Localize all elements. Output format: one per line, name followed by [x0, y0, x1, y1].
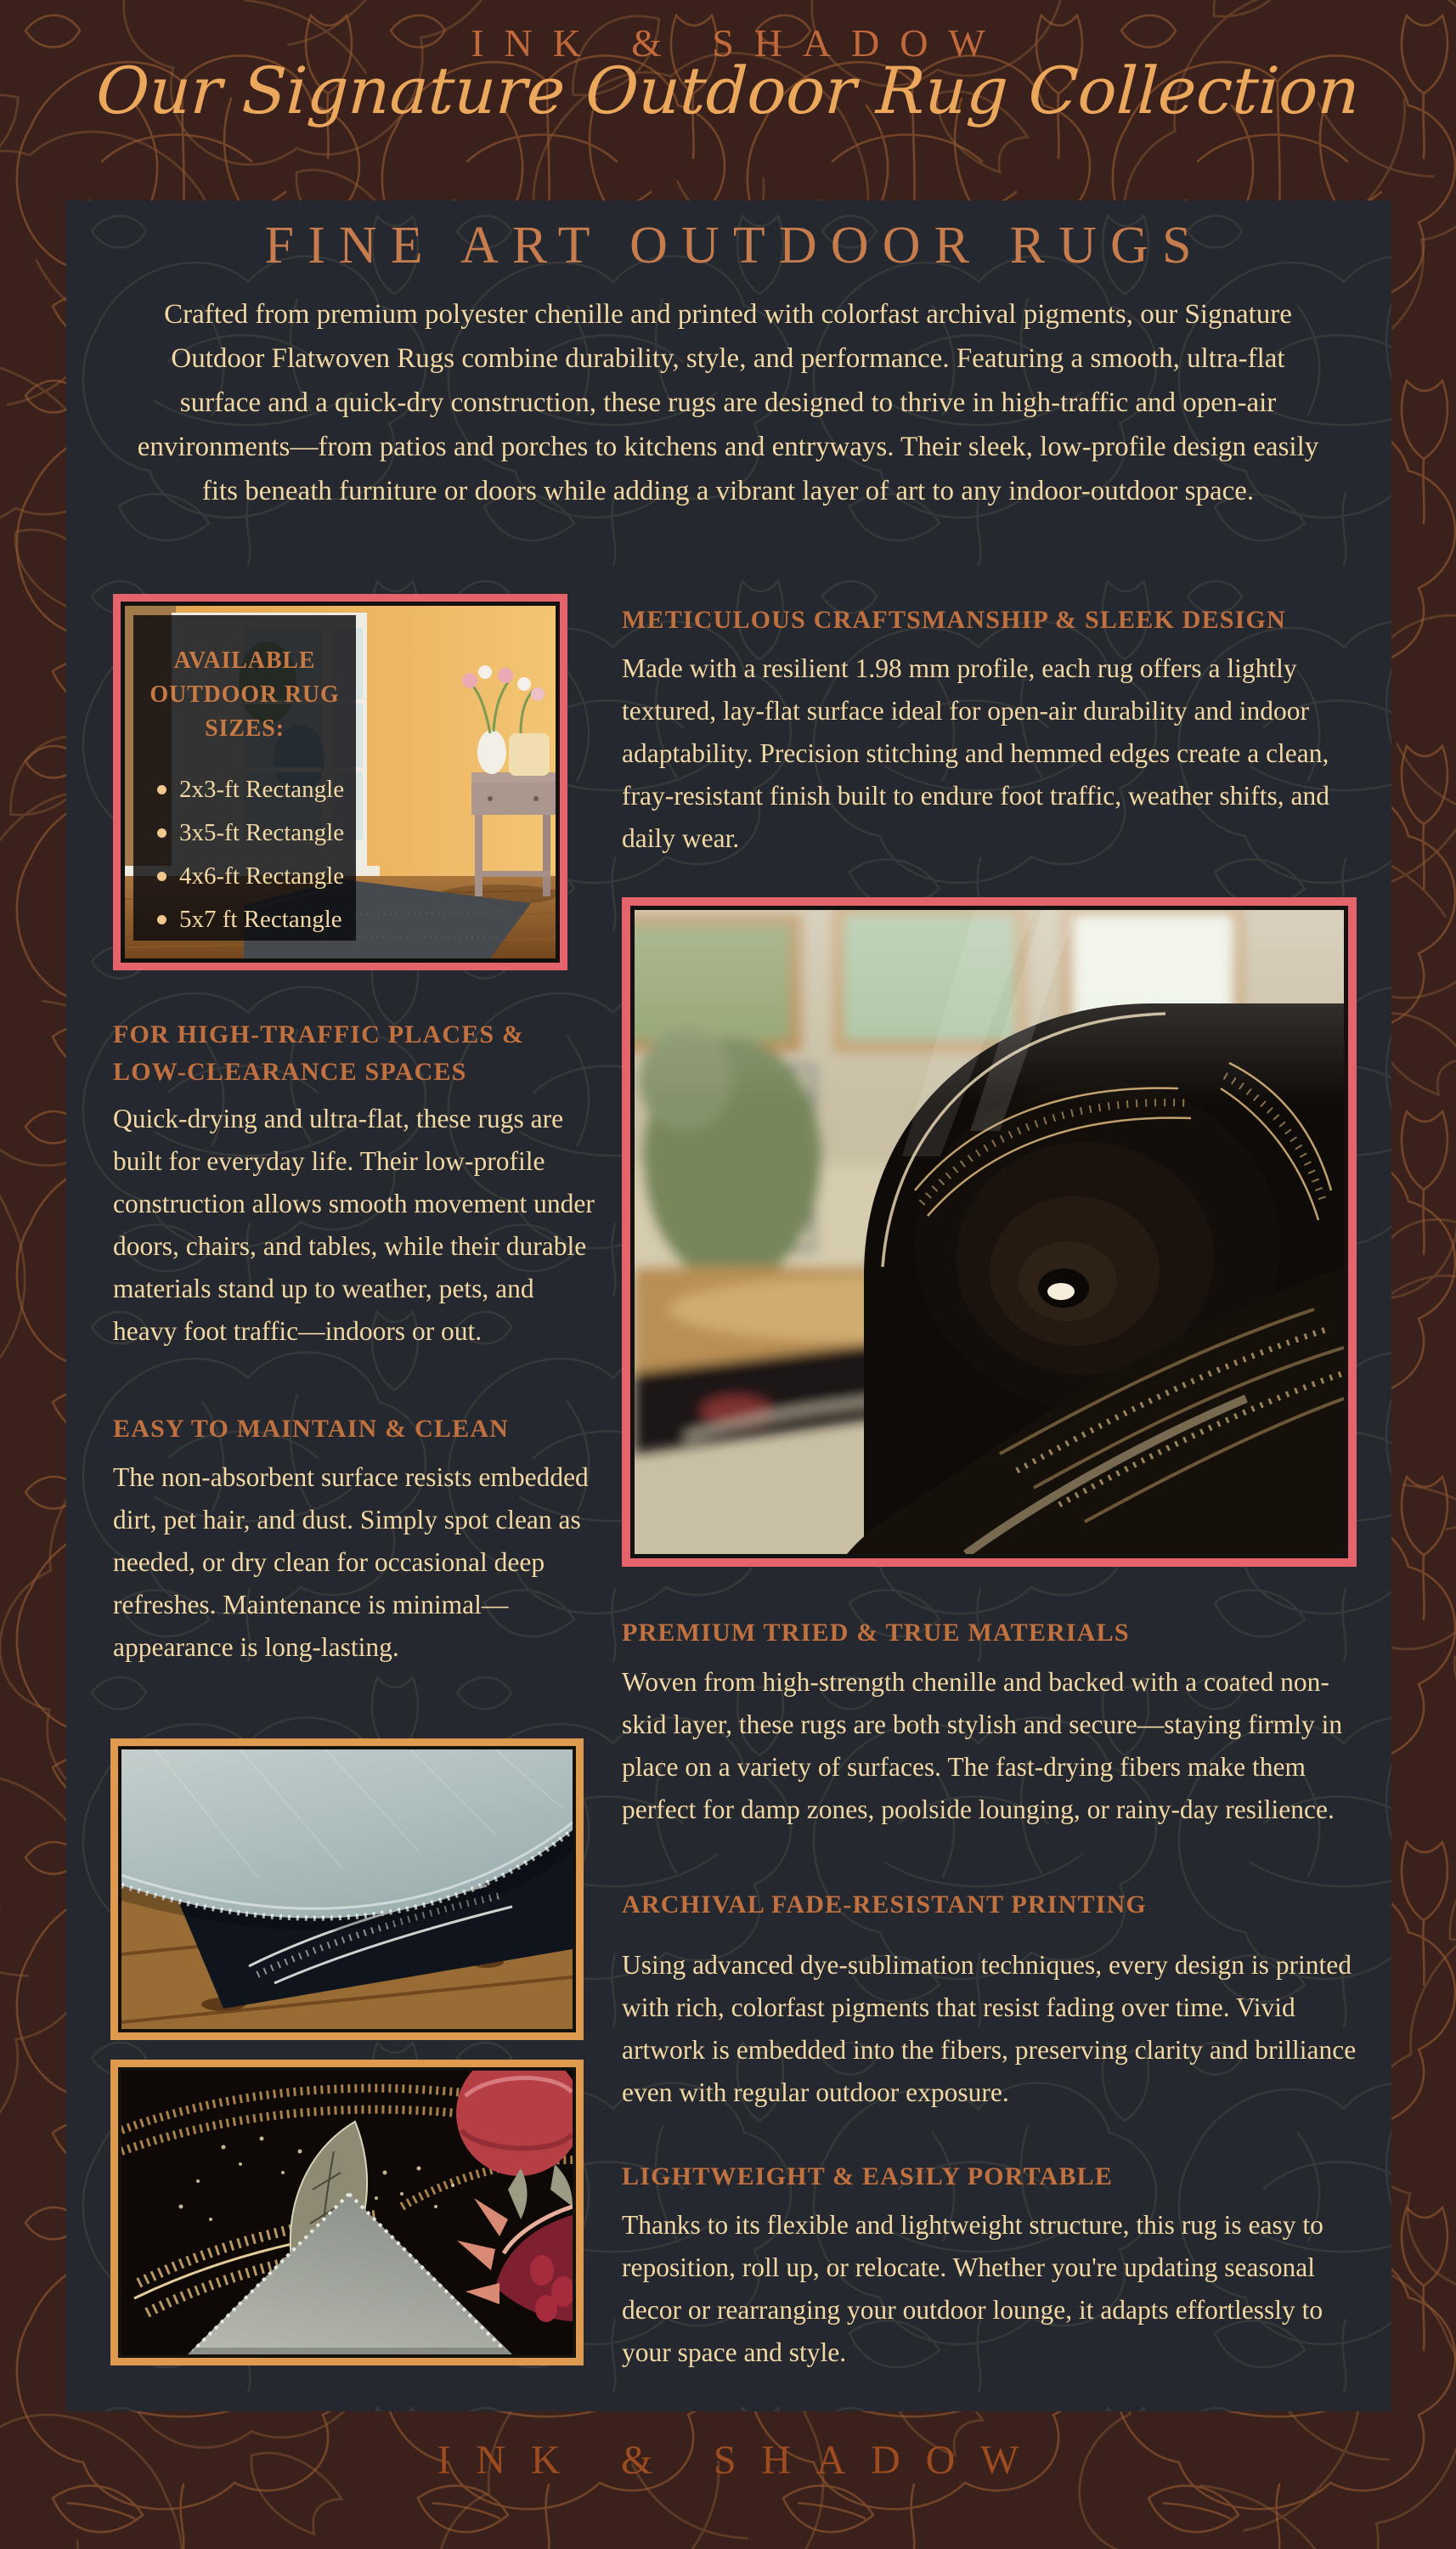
section-lightweight-heading: LIGHTWEIGHT & EASILY PORTABLE [622, 2162, 1114, 2190]
size-item: 5x7 ft Rectangle [157, 898, 356, 941]
size-item: 3x5-ft Rectangle [157, 811, 356, 855]
brand-tagline: Our Signature Outdoor Rug Collection [94, 53, 1362, 128]
intro-paragraph: Crafted from premium polyester chenille and printed with colorfast archival pigments, our Signature Outdoor Flatwoven Rugs combine durability, style, and performance. Featuring a smooth, ultra-flat surface and a quick-dry construction, these rugs are designed to thrive in high-traffic and open-air environments—from patios and porches to kitchens and entryways. Their sleek, low-profile design easily fits beneath furniture or doors while adding a vibrant layer of art to any indoor-outdoor space. [137, 299, 1319, 506]
brand-wordmark: INK & SHADOW [471, 21, 1006, 65]
section-archival-printing-heading: ARCHIVAL FADE-RESISTANT PRINTING [622, 1891, 1147, 1919]
page-title: FINE ART OUTDOOR RUGS [264, 217, 1205, 274]
footer-wordmark: INK & SHADOW [437, 2438, 1045, 2483]
sizes-title: AVAILABLE OUTDOOR RUG SIZES: [150, 647, 340, 742]
bullet-dot-icon [157, 872, 166, 881]
section-premium-materials-body: Woven from high-strength chenille and backed with a coated non-skid layer, these rugs are both stylish and secure—staying firmly in place on a variety of surfaces. The fast-drying fibers make them perfect for damp zones, poolside lounging, or rainy-day resilience. [622, 1667, 1343, 1824]
bullet-dot-icon [157, 785, 166, 794]
section-high-traffic-body: Quick-drying and ultra-flat, these rugs are built for everyday life. Their low-profile construction allows smooth movement under doors, chairs, and tables, while their durable materials stand up to weather, pets, and heavy foot traffic—indoors or out. [113, 1104, 595, 1346]
sizes-list [133, 768, 356, 941]
size-item: 4x6-ft Rectangle [157, 855, 356, 898]
section-high-traffic-heading: FOR HIGH-TRAFFIC PLACES & LOW-CLEARANCE SPACES [113, 1020, 525, 1086]
pomegranate-rug-corner-photo [110, 2060, 584, 2365]
size-item: 2x3-ft Rectangle [157, 768, 356, 811]
section-craftsmanship-heading: METICULOUS CRAFTSMANSHIP & SLEEK DESIGN [622, 606, 1286, 634]
section-easy-clean-heading: EASY TO MAINTAIN & CLEAN [113, 1415, 510, 1443]
section-craftsmanship-body: Made with a resilient 1.98 mm profile, each rug offers a lightly textured, lay-flat surface ideal for open-air durability and indoor adaptability. Precision stitching and hemmed edges create a clean, fray-resistant finish built to endure foot traffic, weather shifts, and daily wear. [622, 653, 1330, 853]
bullet-dot-icon [157, 828, 166, 838]
section-lightweight-body: Thanks to its flexible and lightweight structure, this rug is easy to reposition, roll up, or relocate. Whether you're updating seasonal decor or rearranging your outdoor lounge, it adapts effortlessly to your space and style. [622, 2210, 1323, 2367]
sizes-panel [113, 594, 567, 970]
rolled-rug-photo [622, 897, 1357, 1567]
section-premium-materials-heading: PREMIUM TRIED & TRUE MATERIALS [622, 1619, 1130, 1647]
sizes-overlay-panel [133, 615, 356, 941]
section-archival-printing-body: Using advanced dye-sublimation techniques, every design is printed with rich, colorfast pigments that resist fading over time. Vivid artwork is embedded into the fibers, preserving clarity and brilliance even with regular outdoor exposure. [622, 1950, 1357, 2107]
section-easy-clean-body: The non-absorbent surface resists embedded dirt, pet hair, and dust. Simply spot clean as needed, or dry clean for occasional deep refreshes. Maintenance is minimal—appearance is long-lasting. [113, 1462, 589, 1662]
folded-corner-backing-photo [110, 1738, 584, 2040]
bullet-dot-icon [157, 915, 166, 924]
